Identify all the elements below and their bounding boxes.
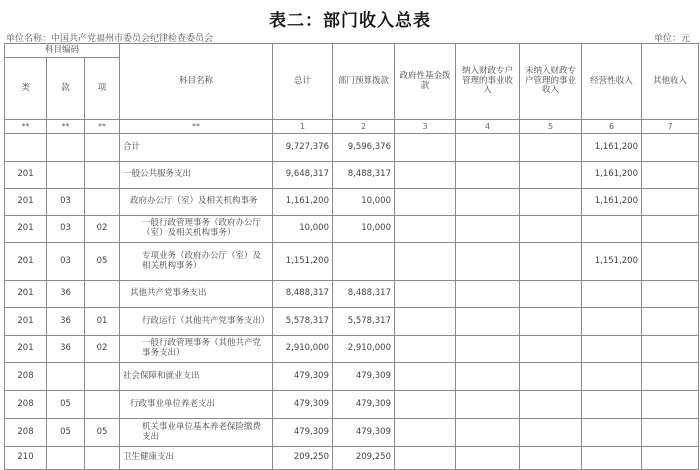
seq-cell: 5 [520, 120, 582, 134]
header-gov-fund: 政府性基金拨款 [395, 44, 456, 120]
row-budget-funds: 10,000 [333, 189, 395, 216]
row-other [642, 336, 699, 363]
row-other [642, 243, 699, 281]
row-lei: 201 [5, 243, 47, 281]
row-lei: 208 [5, 419, 47, 447]
row-lei: 208 [5, 391, 47, 419]
row-total: 1,151,200 [273, 243, 333, 281]
row-total: 209,250 [273, 447, 333, 470]
row-total: 10,000 [273, 216, 333, 243]
row-other [642, 134, 699, 162]
table-row [5, 216, 699, 243]
row-budget-funds: 479,309 [333, 363, 395, 391]
row-total: 5,578,317 [273, 308, 333, 336]
row-kuan [47, 363, 85, 391]
row-total: 9,648,317 [273, 162, 333, 189]
table-row [5, 391, 699, 419]
row-operating [582, 308, 642, 336]
row-gov-fund [395, 336, 456, 363]
row-fiscal-special [456, 419, 520, 447]
header-kuan: 款 [47, 58, 85, 120]
row-lei: 201 [5, 162, 47, 189]
row-subject-name: 合计 [120, 134, 273, 162]
row-subject-name: 行政事业单位养老支出 [120, 391, 273, 419]
row-operating [582, 391, 642, 419]
table-row [5, 189, 699, 216]
row-not-in-fiscal [520, 189, 582, 216]
row-not-in-fiscal [520, 134, 582, 162]
header-xiang: 项 [85, 58, 120, 120]
row-not-in-fiscal [520, 363, 582, 391]
row-operating [582, 336, 642, 363]
row-other [642, 216, 699, 243]
row-gov-fund [395, 243, 456, 281]
row-not-in-fiscal [520, 281, 582, 308]
row-fiscal-special [456, 281, 520, 308]
row-lei [5, 134, 47, 162]
row-lei: 201 [5, 216, 47, 243]
row-xiang [85, 189, 120, 216]
row-xiang: 01 [85, 308, 120, 336]
table-row [5, 308, 699, 336]
row-kuan: 36 [47, 336, 85, 363]
row-kuan: 03 [47, 243, 85, 281]
row-operating [582, 216, 642, 243]
income-summary-table [4, 43, 699, 470]
row-fiscal-special [456, 447, 520, 470]
row-subject-name: 一般行政管理事务（政府办公厅（室）及相关机构事务） [120, 216, 273, 243]
row-not-in-fiscal [520, 308, 582, 336]
table-title: 表二：部门收入总表 [269, 11, 431, 31]
row-budget-funds: 209,250 [333, 447, 395, 470]
row-subject-name: 卫生健康支出 [120, 447, 273, 470]
row-budget-funds: 2,910,000 [333, 336, 395, 363]
row-fiscal-special [456, 363, 520, 391]
row-lei: 201 [5, 308, 47, 336]
row-fiscal-special [456, 391, 520, 419]
row-subject-name: 机关事业单位基本养老保险缴费支出 [120, 419, 273, 447]
row-lei: 201 [5, 336, 47, 363]
row-kuan: 03 [47, 216, 85, 243]
table-row [5, 419, 699, 447]
row-lei: 201 [5, 189, 47, 216]
row-fiscal-special [456, 243, 520, 281]
row-xiang [85, 281, 120, 308]
header-total: 总计 [273, 44, 333, 120]
row-fiscal-special [456, 308, 520, 336]
row-gov-fund [395, 363, 456, 391]
row-kuan [47, 162, 85, 189]
row-xiang: 05 [85, 243, 120, 281]
row-other [642, 419, 699, 447]
row-lei: 201 [5, 281, 47, 308]
row-lei: 210 [5, 447, 47, 470]
row-gov-fund [395, 281, 456, 308]
row-subject-name: 社会保障和就业支出 [120, 363, 273, 391]
row-kuan: 36 [47, 308, 85, 336]
row-operating: 1,161,200 [582, 134, 642, 162]
row-budget-funds: 5,578,317 [333, 308, 395, 336]
row-kuan [47, 447, 85, 470]
row-gov-fund [395, 419, 456, 447]
row-operating [582, 447, 642, 470]
row-kuan: 36 [47, 281, 85, 308]
row-gov-fund [395, 391, 456, 419]
row-budget-funds: 8,488,317 [333, 162, 395, 189]
table-row [5, 336, 699, 363]
row-total: 1,161,200 [273, 189, 333, 216]
row-xiang [85, 447, 120, 470]
row-subject-name: 一般行政管理事务（其他共产党事务支出） [120, 336, 273, 363]
row-operating: 1,161,200 [582, 189, 642, 216]
row-fiscal-special [456, 189, 520, 216]
seq-cell: ** [47, 120, 85, 134]
row-other [642, 162, 699, 189]
seq-cell: 7 [642, 120, 699, 134]
currency-unit: 单位：元 [653, 34, 690, 44]
row-gov-fund [395, 162, 456, 189]
header-operating: 经营性收入 [582, 44, 642, 120]
row-other [642, 391, 699, 419]
row-gov-fund [395, 447, 456, 470]
row-total: 8,488,317 [273, 281, 333, 308]
seq-cell: 6 [582, 120, 642, 134]
unit-name: 单位名称：中国共产党福州市委员会纪律检查委员会 [6, 34, 214, 44]
row-gov-fund [395, 134, 456, 162]
row-xiang: 02 [85, 216, 120, 243]
row-total: 479,309 [273, 363, 333, 391]
row-xiang [85, 363, 120, 391]
row-total: 479,309 [273, 391, 333, 419]
row-not-in-fiscal [520, 336, 582, 363]
row-subject-name: 其他共产党事务支出 [120, 281, 273, 308]
row-fiscal-special [456, 216, 520, 243]
seq-cell: 2 [333, 120, 395, 134]
header-fiscal-special: 纳入财政专户管理的事业收入 [456, 44, 520, 120]
row-budget-funds: 9,596,376 [333, 134, 395, 162]
row-total: 479,309 [273, 419, 333, 447]
row-operating [582, 281, 642, 308]
row-budget-funds: 10,000 [333, 216, 395, 243]
row-not-in-fiscal [520, 216, 582, 243]
row-xiang: 02 [85, 336, 120, 363]
row-fiscal-special [456, 134, 520, 162]
row-gov-fund [395, 308, 456, 336]
row-xiang [85, 391, 120, 419]
row-lei: 208 [5, 363, 47, 391]
table-row [5, 243, 699, 281]
row-other [642, 189, 699, 216]
table-row [5, 447, 699, 470]
row-subject-name: 专项业务（政府办公厅（室）及相关机构事务） [120, 243, 273, 281]
header-subject-code: 科目编码 [5, 44, 120, 58]
table-row [5, 281, 699, 308]
header-row-1 [5, 44, 699, 58]
row-kuan [47, 134, 85, 162]
row-operating [582, 419, 642, 447]
seq-cell: 4 [456, 120, 520, 134]
row-operating [582, 363, 642, 391]
sequence-row [5, 120, 699, 134]
row-fiscal-special [456, 162, 520, 189]
row-budget-funds: 479,309 [333, 391, 395, 419]
row-operating: 1,161,200 [582, 162, 642, 189]
row-gov-fund [395, 216, 456, 243]
table-row [5, 134, 699, 162]
row-gov-fund [395, 189, 456, 216]
row-xiang [85, 162, 120, 189]
row-xiang [85, 134, 120, 162]
row-not-in-fiscal [520, 447, 582, 470]
row-not-in-fiscal [520, 162, 582, 189]
row-other [642, 281, 699, 308]
header-subject-name: 科目名称 [120, 44, 273, 120]
seq-cell: ** [85, 120, 120, 134]
seq-cell: ** [120, 120, 273, 134]
seq-cell: 1 [273, 120, 333, 134]
row-not-in-fiscal [520, 243, 582, 281]
header-budget-funds: 部门预算拨款 [333, 44, 395, 120]
row-other [642, 447, 699, 470]
header-other: 其他收入 [642, 44, 699, 120]
row-fiscal-special [456, 336, 520, 363]
row-not-in-fiscal [520, 419, 582, 447]
table-row [5, 162, 699, 189]
row-total: 9,727,376 [273, 134, 333, 162]
row-subject-name: 政府办公厅（室）及相关机构事务 [120, 189, 273, 216]
row-kuan: 05 [47, 391, 85, 419]
row-budget-funds: 479,309 [333, 419, 395, 447]
header-not-in-fiscal: 未纳入财政专户管理的事业收入 [520, 44, 582, 120]
table-body [5, 120, 699, 470]
row-subject-name: 一般公共服务支出 [120, 162, 273, 189]
row-xiang: 05 [85, 419, 120, 447]
seq-cell: 3 [395, 120, 456, 134]
row-operating: 1,151,200 [582, 243, 642, 281]
seq-cell: ** [5, 120, 47, 134]
row-total: 2,910,000 [273, 336, 333, 363]
row-other [642, 363, 699, 391]
row-other [642, 308, 699, 336]
row-budget-funds: 8,488,317 [333, 281, 395, 308]
row-subject-name: 行政运行（其他共产党事务支出） [120, 308, 273, 336]
row-kuan: 05 [47, 419, 85, 447]
row-budget-funds [333, 243, 395, 281]
row-kuan: 03 [47, 189, 85, 216]
row-not-in-fiscal [520, 391, 582, 419]
header-lei: 类 [5, 58, 47, 120]
table-row [5, 363, 699, 391]
